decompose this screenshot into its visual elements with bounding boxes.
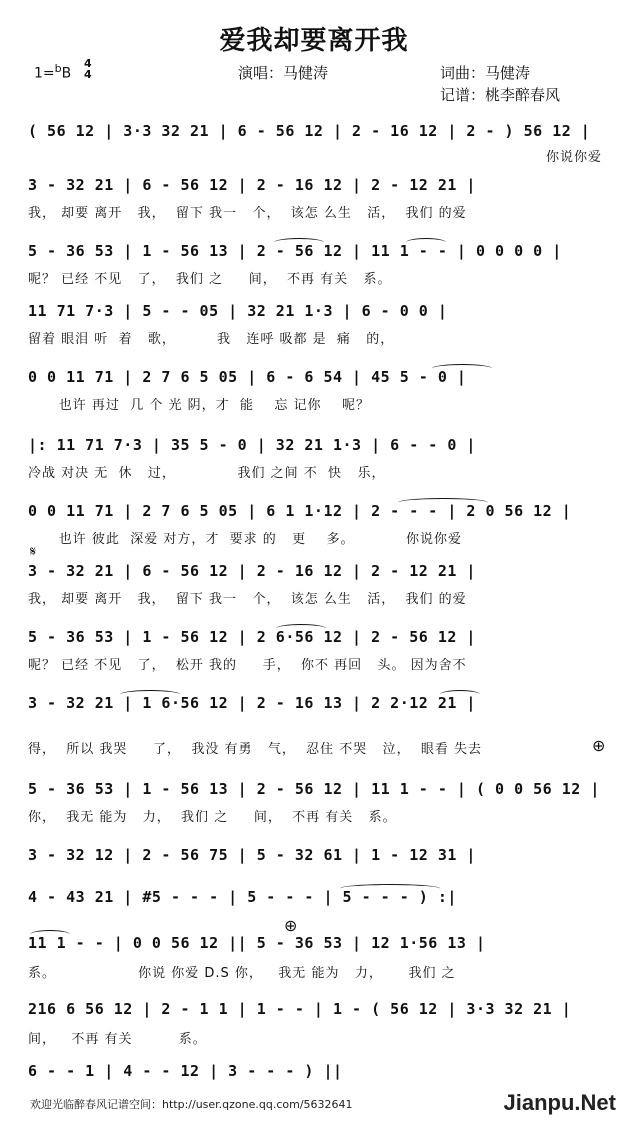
lyric-line-10: 得， 所以 我哭 了， 我没 有勇 气， 忍住 不哭 泣， 眼看 失去	[28, 742, 483, 756]
key-prefix: 1=	[34, 65, 55, 82]
lyric-line-2: 我， 却要 离开 我， 留下 我一 个， 该怎 么生 活， 我们 的爱	[28, 206, 467, 220]
footer-text: 欢迎光临醉春风记谱空间：http://user.qzone.qq.com/5632641	[30, 1098, 353, 1111]
notation-line-5: 0 0 11 71 | 2 7 6 5 05 | 6 - 6 54 | 45 5 - 0 |	[28, 368, 467, 386]
lyric-line-8: 我， 却要 离开 我， 留下 我一 个， 该怎 么生 活， 我们 的爱	[28, 592, 467, 606]
notation-line-1: ( 56 12 | 3·3 32 21 | 6 - 56 12 | 2 - 16 12 | 2 - ) 56 12 |	[28, 122, 591, 140]
slur	[274, 238, 324, 247]
time-signature-bottom: 4	[84, 68, 92, 81]
notation-line-6: |: 11 71 7·3 | 35 5 - 0 | 32 21 1·3 | 6 - - 0 |	[28, 436, 476, 454]
key-note: B	[61, 65, 72, 82]
slur	[30, 930, 70, 939]
coda-icon: ⊕	[592, 736, 606, 755]
slur	[120, 690, 180, 699]
lyric-line-1: 你说你爱	[545, 150, 602, 164]
transcriber: 记谱：桃李醉春风	[440, 86, 561, 104]
notation-line-16: 6 - - 1 | 4 - - 12 | 3 - - - ) ||	[28, 1062, 343, 1080]
lyric-line-9: 呢？ 已经 不见 了， 松开 我的 手， 你不 再回 头。 因为舍不	[28, 658, 467, 672]
slur	[432, 364, 492, 373]
lyric-line-5: 也许 再过 几 个 光 阴，才 能 忘 记你 呢？	[28, 398, 371, 412]
lyric-line-15: 间， 不再 有关 系。	[28, 1032, 207, 1046]
coda-icon-2: ⊕	[284, 916, 298, 935]
notation-line-4: 11 71 7·3 | 5 - - 05 | 32 21 1·3 | 6 - 0 0 |	[28, 302, 448, 320]
notation-line-14: 11 1 - - | 0 0 56 12 || 5 - 36 53 | 12 1·56 13 |	[28, 934, 486, 952]
time-signature	[84, 58, 92, 80]
notation-line-11: 5 - 36 53 | 1 - 56 13 | 2 - 56 12 | 11 1 - - | ( 0 0 56 12 |	[28, 780, 600, 798]
lyric-line-7: 也许 彼此 深爱 对方，才 要求 的 更 多。 你说你爱	[28, 532, 462, 546]
lyric-line-3: 呢？ 已经 不见 了， 我们 之 间， 不再 有关 系。	[28, 272, 392, 286]
lyric-line-14: 系。 你说 你爱 D.S 你， 我无 能为 力， 我们 之	[28, 966, 456, 980]
composer: 词曲：马健涛	[440, 64, 531, 82]
key-signature	[34, 62, 71, 82]
notation-line-3: 5 - 36 53 | 1 - 56 13 | 2 - 56 12 | 11 1 - - | 0 0 0 0 |	[28, 242, 562, 260]
notation-line-15: 216 6 56 12 | 2 - 1 1 | 1 - - | 1 - ( 56 12 | 3·3 32 21 |	[28, 1000, 572, 1018]
song-title: 爱我却要离开我	[219, 26, 409, 56]
slur	[398, 498, 488, 507]
slur	[440, 690, 480, 699]
lyric-line-4: 留着 眼泪 听 着 歌， 我 连呼 吸都 是 痛 的，	[28, 332, 395, 346]
notation-line-7: 0 0 11 71 | 2 7 6 5 05 | 6 1 1·12 | 2 - - - | 2 0 56 12 |	[28, 502, 572, 520]
flat-symbol: b	[54, 62, 62, 75]
notation-line-9: 5 - 36 53 | 1 - 56 12 | 2 6·56 12 | 2 - 56 12 |	[28, 628, 476, 646]
notation-line-10: 3 - 32 21 | 1 6·56 12 | 2 - 16 13 | 2 2·12 21 |	[28, 694, 476, 712]
notation-line-13: 4 - 43 21 | #5 - - - | 5 - - - | 5 - - - ) :|	[28, 888, 457, 906]
notation-line-8: 3 - 32 21 | 6 - 56 12 | 2 - 16 12 | 2 - 12 21 |	[28, 562, 476, 580]
slur	[406, 238, 446, 247]
slur	[276, 624, 326, 633]
segno-icon: 𝄋	[30, 544, 37, 560]
lyric-line-11: 你， 我无 能为 力， 我们 之 间， 不再 有关 系。	[28, 810, 397, 824]
brand-logo: Jianpu.Net	[503, 1090, 616, 1115]
lyric-line-6: 冷战 对决 无 休 过， 我们 之间 不 快 乐，	[28, 466, 386, 480]
slur	[340, 884, 440, 893]
notation-line-12: 3 - 32 12 | 2 - 56 75 | 5 - 32 61 | 1 - 12 31 |	[28, 846, 476, 864]
singer: 演唱：马健涛	[238, 64, 329, 82]
time-signature-top: 4	[84, 57, 92, 70]
notation-line-2: 3 - 32 21 | 6 - 56 12 | 2 - 16 12 | 2 - 12 21 |	[28, 176, 476, 194]
